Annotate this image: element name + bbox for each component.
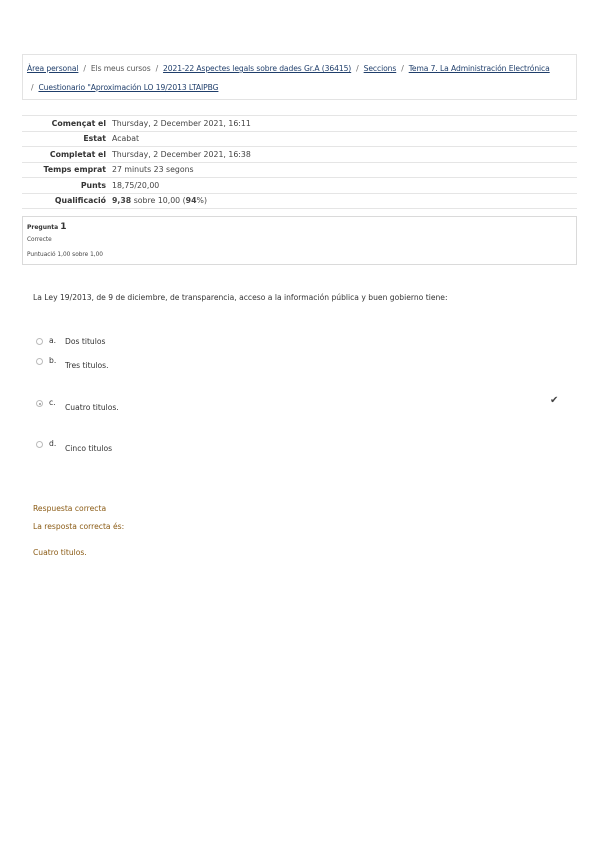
summary-label: Temps emprat [22,162,111,178]
grade-middle: sobre 10,00 ( [131,196,186,206]
answer-option-c[interactable] [36,395,566,416]
option-text: Dos titulos [65,337,106,346]
option-letter: a. [49,336,57,345]
summary-row-started [22,116,577,132]
question-grade: Puntuació 1,00 sobre 1,00 [27,252,103,258]
breadcrumb-separator: / [155,64,159,73]
grade-percent: 94 [185,196,197,206]
question-text: La Ley 19/2013, de 9 de diciembre, de transparencia, acceso a la información pública y buen gobierno tiene: [33,293,448,302]
summary-label: Qualificació [22,193,111,209]
radio-button-selected[interactable] [36,400,43,407]
check-icon: ✔ [550,395,559,406]
breadcrumb-item-cuestionario[interactable]: Cuestionario "Aproximación LO 19/2013 LTAIPBG [38,83,219,92]
attempt-summary-table [22,115,577,209]
summary-value: Acabat [111,131,577,147]
breadcrumb-separator: / [401,64,404,73]
summary-label: Estat [22,131,111,147]
summary-row-grade [22,193,577,209]
question-number-label: Pregunta [27,224,59,231]
option-letter: c. [49,398,56,407]
option-letter: b. [49,356,57,365]
breadcrumb-item-tema-7[interactable]: Tema 7. La Administración Electrónica [408,64,550,73]
breadcrumb-item-course[interactable]: 2021-22 Aspectes legals sobre dades Gr.A (36415) [163,64,352,73]
radio-button[interactable] [36,441,43,448]
grade-score: 9,38 [112,196,132,206]
breadcrumb-separator: / [31,83,34,92]
breadcrumb-line-2 [27,83,218,92]
breadcrumb-line-1 [27,64,550,73]
option-text: Cuatro titulos. [65,403,119,412]
summary-label: Punts [22,178,111,194]
summary-value: Thursday, 2 December 2021, 16:38 [111,147,577,163]
question-number [27,222,67,232]
question-info-box [22,216,577,265]
summary-row-completed [22,147,577,163]
breadcrumb-separator: / [356,64,359,73]
breadcrumb-item-seccions[interactable]: Seccions [363,64,397,73]
option-text: Cinco titulos [65,444,113,453]
option-letter: d. [49,439,57,448]
summary-row-state [22,131,577,147]
breadcrumb [22,54,577,100]
option-text: Tres titulos. [65,361,109,370]
summary-value: Thursday, 2 December 2021, 16:11 [111,116,577,132]
summary-row-time-taken [22,162,577,178]
answer-option-a[interactable] [36,338,566,354]
question-state: Correcte [27,237,52,243]
summary-label: Completat el [22,147,111,163]
answer-option-d[interactable] [36,441,566,457]
summary-label: Començat el [22,116,111,132]
summary-value: 18,75/20,00 [111,178,577,194]
radio-button[interactable] [36,358,43,365]
breadcrumb-item-els-meus-cursos: Els meus cursos [90,64,151,73]
answer-option-b[interactable] [36,358,566,374]
breadcrumb-item-area-personal[interactable]: Àrea personal [27,64,79,73]
summary-grade-value [111,193,577,209]
right-answer: Cuatro titulos. [33,548,87,557]
grade-end: %) [196,196,207,206]
right-answer-label: La resposta correcta és: [33,522,125,531]
question-number-value: 1 [60,222,67,232]
feedback-result: Respuesta correcta [33,504,107,513]
radio-button[interactable] [36,338,43,345]
summary-value: 27 minuts 23 segons [111,162,577,178]
breadcrumb-separator: / [83,64,86,73]
summary-row-marks [22,178,577,194]
